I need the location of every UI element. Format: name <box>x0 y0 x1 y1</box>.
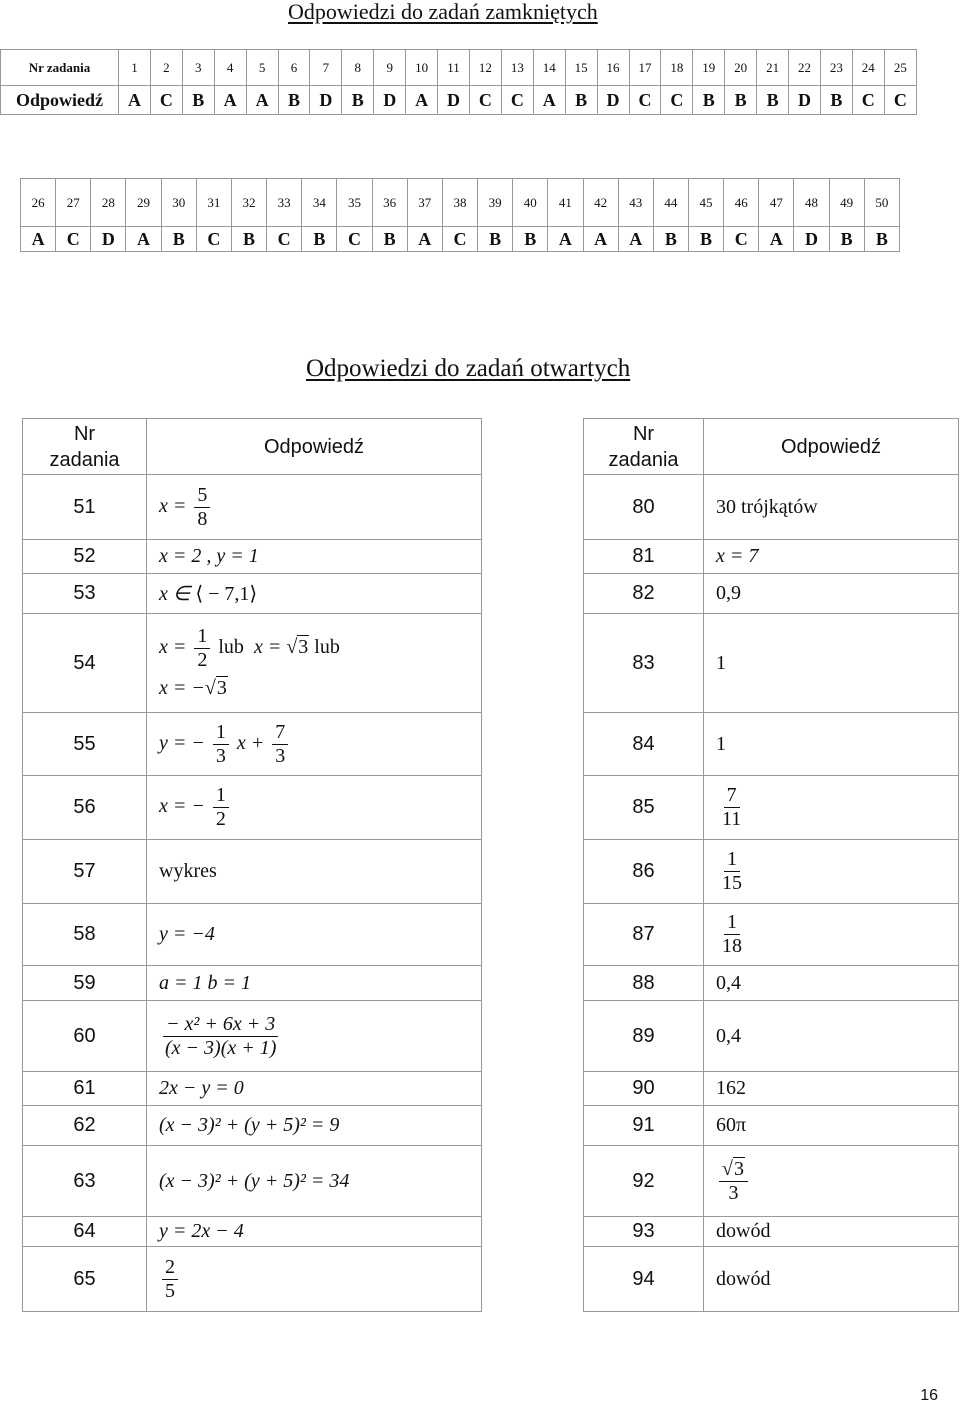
answer-cell: C <box>442 227 477 252</box>
answer-cell: D <box>91 227 126 252</box>
fraction: $\frac{1}{18}$ <box>722 911 742 957</box>
answer-cell: B <box>513 227 548 252</box>
task-number: 81 <box>584 540 704 574</box>
answer-cell: A <box>618 227 653 252</box>
answer-cell: B <box>757 86 789 115</box>
answer-cell: C <box>724 227 759 252</box>
header-task-number: Nr zadania <box>23 419 147 475</box>
task-number: 94 <box>584 1247 704 1312</box>
table-row <box>584 614 959 713</box>
answer-56: x = − $\frac{1}{2}$ <box>147 776 482 840</box>
task-number-cell: 21 <box>757 50 789 86</box>
task-number: 56 <box>23 776 147 840</box>
table-row <box>23 475 482 540</box>
answer-cell: C <box>267 227 302 252</box>
answer-88: 0,4 <box>704 966 959 1001</box>
table-row <box>23 966 482 1001</box>
table-row <box>584 840 959 904</box>
table-row <box>23 1146 482 1217</box>
answer-cell: A <box>126 227 161 252</box>
task-number-cell: 8 <box>342 50 374 86</box>
fraction: $\frac{1}{3}$ <box>213 722 229 767</box>
answer-cell: B <box>565 86 597 115</box>
answer-cell: C <box>629 86 661 115</box>
answer-81: x = 7 <box>704 540 959 574</box>
answer-91: 60π <box>704 1106 959 1146</box>
task-number: 53 <box>23 574 147 614</box>
answer-cell: B <box>372 227 407 252</box>
task-number: 90 <box>584 1072 704 1106</box>
answer-51: x = $\frac{5}{8}$ <box>147 475 482 540</box>
task-number: 83 <box>584 614 704 713</box>
header-task-number: Nr zadania <box>584 419 704 475</box>
answer-54: x = $\frac{1}{2}$ lub x = √3 lub x = −√3 <box>147 614 482 713</box>
task-number-cell: 25 <box>884 50 916 86</box>
task-number-cell: 37 <box>407 179 442 227</box>
answer-cell: B <box>302 227 337 252</box>
task-number: 57 <box>23 840 147 904</box>
task-number: 59 <box>23 966 147 1001</box>
task-number-cell: 43 <box>618 179 653 227</box>
task-number-cell: 12 <box>469 50 501 86</box>
table-row <box>23 1106 482 1146</box>
answer-cell: D <box>310 86 342 115</box>
answer-52: x = 2 , y = 1 <box>147 540 482 574</box>
fraction: $\frac{1}{2}$ <box>213 785 229 830</box>
answer-cell: C <box>884 86 916 115</box>
answer-90: 162 <box>704 1072 959 1106</box>
task-number-cell: 6 <box>278 50 310 86</box>
task-number-cell: 13 <box>501 50 533 86</box>
answer-cell: B <box>688 227 723 252</box>
task-number-cell: 5 <box>246 50 278 86</box>
task-number-cell: 30 <box>161 179 196 227</box>
answer-cell: C <box>501 86 533 115</box>
table-row <box>584 1146 959 1217</box>
task-number: 85 <box>584 776 704 840</box>
answer-cell: D <box>789 86 821 115</box>
task-number: 65 <box>23 1247 147 1312</box>
task-number: 88 <box>584 966 704 1001</box>
answer-cell: A <box>407 227 442 252</box>
fraction: $\frac{\text{− x² + 6x + 3}}{(x - 3)(x + 1)}$ <box>165 1012 277 1059</box>
task-number: 80 <box>584 475 704 540</box>
task-number-cell: 28 <box>91 179 126 227</box>
answer-92 <box>704 1146 959 1217</box>
task-number: 60 <box>23 1001 147 1072</box>
answer-61: 2x − y = 0 <box>147 1072 482 1106</box>
open-answers-table-left <box>22 418 482 1312</box>
answer-cell: D <box>794 227 829 252</box>
table-row <box>584 475 959 540</box>
task-number: 92 <box>584 1146 704 1217</box>
answer-cell: B <box>864 227 899 252</box>
table-row <box>23 540 482 574</box>
fraction: $\frac{1}{2}$ <box>194 626 210 671</box>
task-number-cell: 1 <box>119 50 151 86</box>
task-number: 63 <box>23 1146 147 1217</box>
task-number: 93 <box>584 1217 704 1247</box>
answer-cell: A <box>21 227 56 252</box>
task-number: 62 <box>23 1106 147 1146</box>
page-number: 16 <box>920 1387 938 1404</box>
closed-answers-title: Odpowiedzi do zadań zamkniętych <box>288 0 598 24</box>
task-number-cell: 15 <box>565 50 597 86</box>
task-number: 82 <box>584 574 704 614</box>
answer-cell: B <box>161 227 196 252</box>
answer-63: (x − 3)² + (y + 5)² = 34 <box>147 1146 482 1217</box>
answer-62: (x − 3)² + (y + 5)² = 9 <box>147 1106 482 1146</box>
answer-57: wykres <box>147 840 482 904</box>
answer-55: y = − $\frac{1}{3}$ x + $\frac{7}{3}$ <box>147 713 482 776</box>
answer-cell: B <box>182 86 214 115</box>
task-number-cell: 32 <box>231 179 266 227</box>
task-number: 52 <box>23 540 147 574</box>
task-number-cell: 14 <box>533 50 565 86</box>
answer-cell: C <box>150 86 182 115</box>
task-number-cell: 19 <box>693 50 725 86</box>
open-answers-table-right <box>583 418 959 1312</box>
fraction: $\frac{7}{11}$ <box>722 784 742 830</box>
sqrt-icon: √ <box>286 636 298 659</box>
task-number-cell: 38 <box>442 179 477 227</box>
task-number: 91 <box>584 1106 704 1146</box>
answer-80: 30 trójkątów <box>704 475 959 540</box>
answer-cell: A <box>583 227 618 252</box>
task-number: 51 <box>23 475 147 540</box>
header-answer: Odpowiedź <box>704 419 959 475</box>
answer-59: a = 1 b = 1 <box>147 966 482 1001</box>
answer-cell: B <box>693 86 725 115</box>
task-number: 89 <box>584 1001 704 1072</box>
answer-cell: C <box>469 86 501 115</box>
answer-cell: C <box>337 227 372 252</box>
answer-cell: B <box>342 86 374 115</box>
table-row <box>23 904 482 966</box>
answer-cell: A <box>533 86 565 115</box>
task-number-cell: 27 <box>56 179 91 227</box>
sqrt-icon: √ <box>204 677 216 699</box>
task-number-cell: 3 <box>182 50 214 86</box>
header-answer: Odpowiedź <box>147 419 482 475</box>
task-number-cell: 48 <box>794 179 829 227</box>
answer-60 <box>147 1001 482 1072</box>
answer-85 <box>704 776 959 840</box>
closed-answers-table-1 <box>0 49 917 115</box>
table-row <box>23 1072 482 1106</box>
task-number-cell: 46 <box>724 179 759 227</box>
answer-82: 0,9 <box>704 574 959 614</box>
table-row <box>584 540 959 574</box>
answer-cell: A <box>406 86 438 115</box>
answer-94: dowód <box>704 1247 959 1312</box>
answer-cell: A <box>214 86 246 115</box>
fraction: $\frac{7}{3}$ <box>272 722 288 767</box>
task-number-cell: 9 <box>374 50 406 86</box>
task-number-cell: 40 <box>513 179 548 227</box>
task-number-cell: 36 <box>372 179 407 227</box>
task-number-cell: 44 <box>653 179 688 227</box>
task-number-cell: 35 <box>337 179 372 227</box>
table-row <box>584 1072 959 1106</box>
table-row <box>23 1247 482 1312</box>
task-number-cell: 22 <box>789 50 821 86</box>
answer-58: y = −4 <box>147 904 482 966</box>
fraction: $\frac{5}{8}$ <box>194 485 210 530</box>
open-answers-title: Odpowiedzi do zadań otwartych <box>306 355 631 382</box>
answer-cell: A <box>246 86 278 115</box>
answer-cell: D <box>374 86 406 115</box>
task-number: 54 <box>23 614 147 713</box>
task-number: 64 <box>23 1217 147 1247</box>
task-number-cell: 29 <box>126 179 161 227</box>
task-number-cell: 34 <box>302 179 337 227</box>
table-row <box>584 1106 959 1146</box>
answer-cell: C <box>852 86 884 115</box>
table-row <box>584 1217 959 1247</box>
answer-cell: C <box>56 227 91 252</box>
answer-65 <box>147 1247 482 1312</box>
table-row <box>23 574 482 614</box>
answer-cell: A <box>759 227 794 252</box>
answer-86 <box>704 840 959 904</box>
task-number-cell: 24 <box>852 50 884 86</box>
task-number: 87 <box>584 904 704 966</box>
answer-cell: A <box>548 227 583 252</box>
task-number-cell: 33 <box>267 179 302 227</box>
answer-cell: B <box>653 227 688 252</box>
task-number-cell: 31 <box>196 179 231 227</box>
task-number-cell: 17 <box>629 50 661 86</box>
task-number-cell: 18 <box>661 50 693 86</box>
table-row <box>23 776 482 840</box>
answer-cell: B <box>725 86 757 115</box>
answer-cell: B <box>231 227 266 252</box>
sqrt-icon: √ <box>722 1157 733 1180</box>
answer-89: 0,4 <box>704 1001 959 1072</box>
answer-cell: D <box>438 86 470 115</box>
table-row <box>584 904 959 966</box>
task-number-cell: 2 <box>150 50 182 86</box>
task-number-cell: 10 <box>406 50 438 86</box>
task-number: 55 <box>23 713 147 776</box>
task-number: 61 <box>23 1072 147 1106</box>
task-number-cell: 42 <box>583 179 618 227</box>
answer-53: x ∈ ⟨ − 7,1⟩ <box>147 574 482 614</box>
answer-cell: D <box>597 86 629 115</box>
answer-83: 1 <box>704 614 959 713</box>
answer-cell: B <box>829 227 864 252</box>
answer-64: y = 2x − 4 <box>147 1217 482 1247</box>
task-number-cell: 11 <box>438 50 470 86</box>
table-row <box>584 966 959 1001</box>
task-number-cell: 7 <box>310 50 342 86</box>
fraction: $\frac{1}{15}$ <box>722 848 742 894</box>
task-number-cell: 16 <box>597 50 629 86</box>
table-row <box>23 614 482 713</box>
answer-cell: B <box>278 86 310 115</box>
task-number-cell: 39 <box>478 179 513 227</box>
task-number-cell: 47 <box>759 179 794 227</box>
task-number-cell: 20 <box>725 50 757 86</box>
answer-cell: C <box>196 227 231 252</box>
task-number: 58 <box>23 904 147 966</box>
closed-answers-table-2 <box>20 178 900 252</box>
fraction: $\frac{2}{5}$ <box>162 1257 178 1302</box>
table-row <box>23 1001 482 1072</box>
answer-cell: B <box>820 86 852 115</box>
task-number: 84 <box>584 713 704 776</box>
task-number-cell: 49 <box>829 179 864 227</box>
task-number-cell: 50 <box>864 179 899 227</box>
task-number-cell: 23 <box>820 50 852 86</box>
table-row <box>584 574 959 614</box>
table-row <box>23 713 482 776</box>
answer-93: dowód <box>704 1217 959 1247</box>
table-row <box>584 1001 959 1072</box>
answer-84: 1 <box>704 713 959 776</box>
task-number: 86 <box>584 840 704 904</box>
task-number-cell: 4 <box>214 50 246 86</box>
table-row <box>23 840 482 904</box>
table-row <box>23 1217 482 1247</box>
table-row <box>584 776 959 840</box>
answer-cell: A <box>119 86 151 115</box>
row-label-answer: Odpowiedź <box>1 86 119 115</box>
task-number-cell: 45 <box>688 179 723 227</box>
answer-87 <box>704 904 959 966</box>
answer-cell: B <box>478 227 513 252</box>
table-row <box>584 1247 959 1312</box>
answer-cell: C <box>661 86 693 115</box>
fraction: $\frac{√3}{3}$ <box>719 1159 748 1204</box>
task-number-cell: 26 <box>21 179 56 227</box>
table-row <box>584 713 959 776</box>
task-number-cell: 41 <box>548 179 583 227</box>
row-label-task-number: Nr zadania <box>1 50 119 86</box>
